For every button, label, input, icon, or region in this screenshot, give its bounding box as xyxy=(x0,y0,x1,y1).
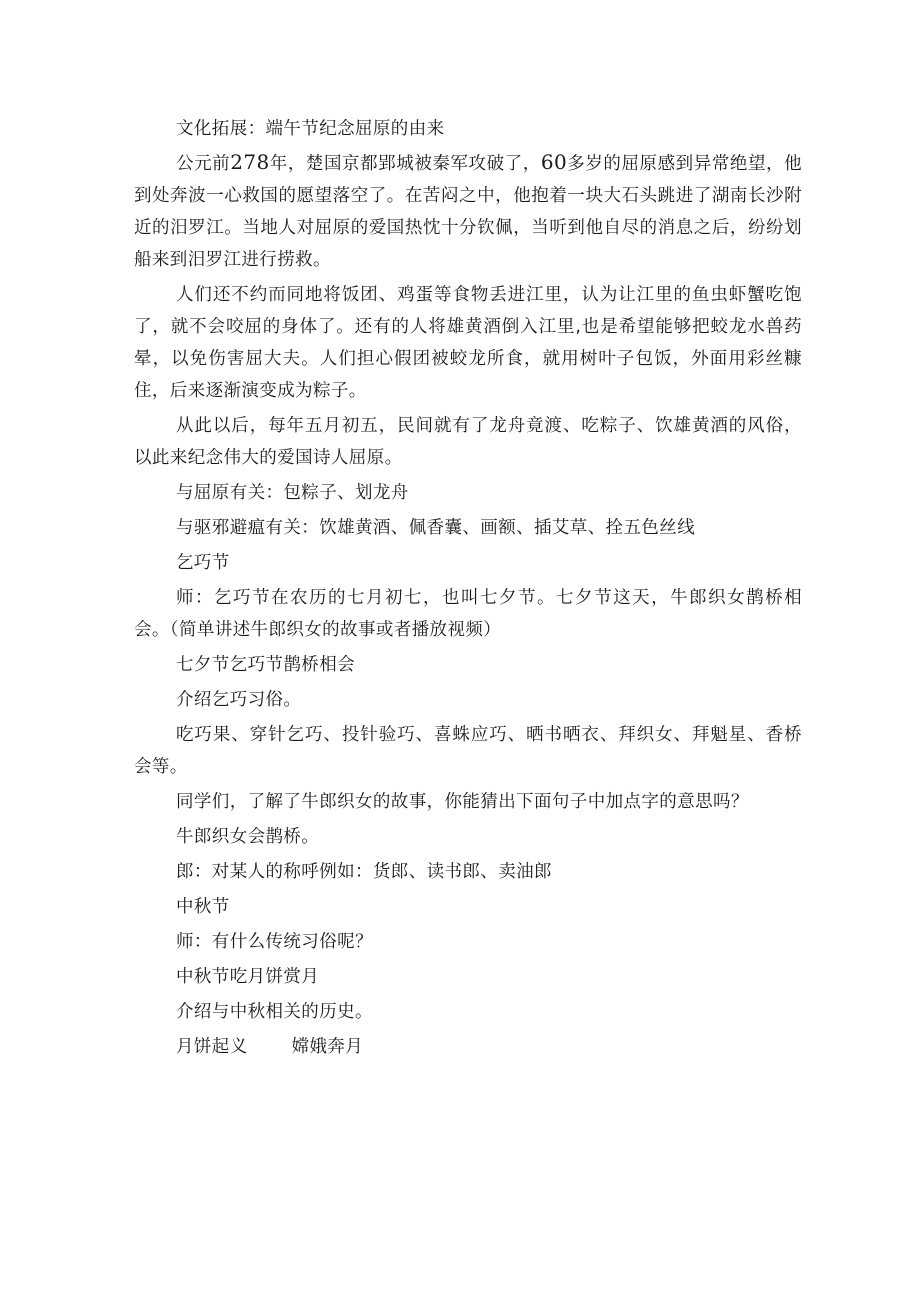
story-mooncake-uprising: 月饼起义 xyxy=(176,1037,248,1057)
text-segment: 公元前 xyxy=(176,154,231,174)
paragraph-zongzi-origin: 人们还不约而同地将饭团、鸡蛋等食物丢进江里，认为让江里的鱼虫虾蟹吃饱了，就不会咬屈的身体了。还有的人将雄黄酒倒入江里,也是希望能够把蛟龙水兽药晕，以免伤害屈大夫。人们担心假团被蛟龙所食，就用树叶子包饭，外面用彩丝糠住，后来逐渐演变成为粽子。 xyxy=(134,285,802,401)
text-segment: 多岁的屈原感到异常绝望，他到处奔波一心救国的愿望落空了。在苦闷之中，他抱着一块大石头跳进了湖南长沙附近的汨罗江。当地人对屈原的爱国热忱十分钦佩，当听到他自尽的消息之后，纷纷划船来到汨罗江进行捞救。 xyxy=(134,154,802,270)
paragraph-ward-off-evil: 与驱邪避瘟有关：饮雄黄酒、佩香囊、画额、插艾草、拴五色丝线 xyxy=(176,518,696,538)
paragraph-midautumn-history: 介绍与中秋相关的历史。 xyxy=(176,1002,373,1022)
section-heading: 文化拓展：端午节纪念屈原的由来 xyxy=(176,119,445,139)
year-number: 278 xyxy=(230,150,270,174)
paragraph-qixi-summary: 七夕节乞巧节鹊桥相会 xyxy=(176,655,355,675)
paragraph-midautumn-stories xyxy=(134,1031,802,1063)
subheading-qiqiao: 乞巧节 xyxy=(176,553,230,573)
paragraph-quyuan-history xyxy=(134,146,802,276)
paragraph-lang-definition: 郎：对某人的称呼例如：货郎、读书郎、卖油郎 xyxy=(176,862,552,882)
age-number: 60 xyxy=(540,150,568,174)
story-change-moon: 嫦娥奔月 xyxy=(291,1037,364,1057)
paragraph-customs: 从此以后，每年五月初五，民间就有了龙舟竟渡、吃粽子、饮雄黄酒的风俗，以此来纪念伟大的爱国诗人屈原。 xyxy=(134,416,802,468)
paragraph-question: 同学们，了解了牛郎织女的故事，你能猜出下面句子中加点字的意思吗？ xyxy=(176,792,749,812)
subheading-midautumn: 中秋节 xyxy=(176,897,230,917)
paragraph-qiqiao-customs: 吃巧果、穿针乞巧、投针验巧、喜蛛应巧、晒书晒衣、拜织女、拜魁星、香桥会等。 xyxy=(134,725,802,777)
paragraph-midautumn-summary: 中秋节吃月饼赏月 xyxy=(176,967,320,987)
paragraph-introduce-customs: 介绍乞巧习俗。 xyxy=(176,690,302,710)
paragraph-example-sentence: 牛郎织女会鹊桥。 xyxy=(176,827,320,847)
paragraph-teacher-midautumn: 师：有什么传统习俗呢？ xyxy=(176,932,373,952)
paragraph-teacher-qiqiao: 师：乞巧节在农历的七月初七，也叫七夕节。七夕节这天，牛郎织女鹊桥相会。（简单讲述牛郎织女的故事或者播放视频） xyxy=(134,588,802,640)
text-segment: 年，楚国京都郢城被秦军攻破了， xyxy=(269,154,541,174)
document-body xyxy=(134,113,802,1063)
paragraph-quyuan-related: 与屈原有关：包粽子、划龙舟 xyxy=(176,483,409,503)
